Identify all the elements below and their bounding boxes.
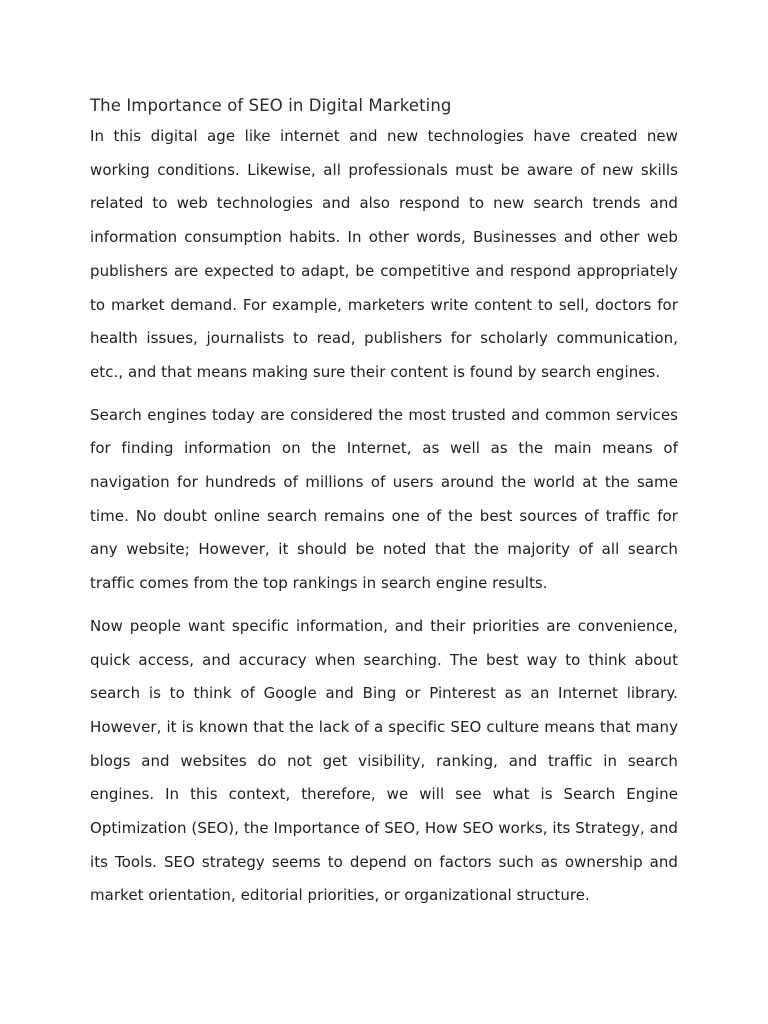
- document-title: The Importance of SEO in Digital Marketing: [90, 96, 452, 115]
- document-page: [90, 92, 678, 913]
- paragraph-2: Search engines today are considered the most trusted and common services for finding information on the Internet, as well as the main means of navigation for hundreds of millions of users around the world at the same time. No doubt online search remains one of the best sources of traffic for any website; However, it should be noted that the majority of all search traffic comes from the top rankings in search engine results.: [90, 405, 678, 593]
- paragraph-3: Now people want specific information, and their priorities are convenience, quick access, and accuracy when searching. The best way to think about search is to think of Google and Bing or Pinterest as an Internet library. However, it is known that the lack of a specific SEO culture means that many blogs and websites do not get visibility, ranking, and traffic in search engines. In this context, therefore, we will see what is Search Engine Optimization (SEO), the Importance of SEO, How SEO works, its Strategy, and its Tools. SEO strategy seems to depend on factors such as ownership and market orientation, editorial priorities, or organizational structure.: [90, 616, 678, 905]
- paragraph-1: In this digital age like internet and new technologies have created new working conditions. Likewise, all professionals must be aware of new skills related to web technologies and also respond to new search trends and information consumption habits. In other words, Businesses and other web publishers are expected to adapt, be competitive and respond appropriately to market demand. For example, marketers write content to sell, doctors for health issues, journalists to read, publishers for scholarly communication, etc., and that means making sure their content is found by search engines.: [90, 127, 678, 381]
